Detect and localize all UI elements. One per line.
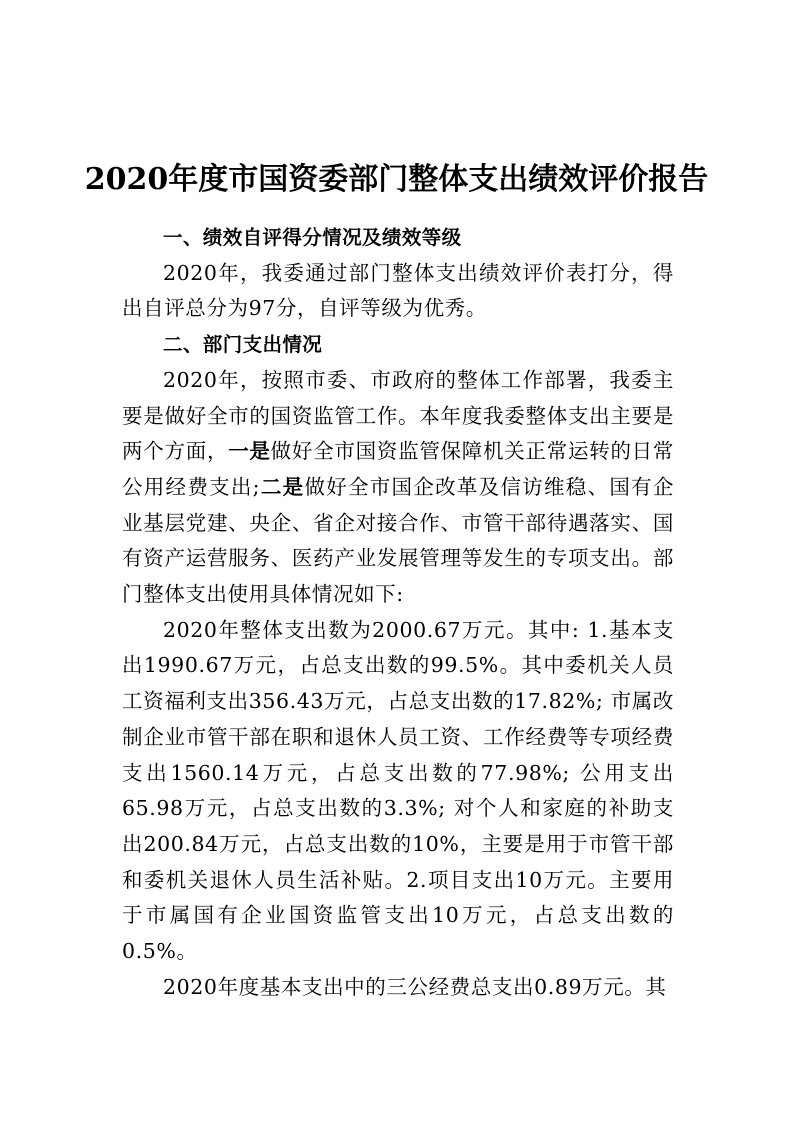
section-1-paragraph: 2020年，我委通过部门整体支出绩效评价表打分，得出自评总分为97分，自评等级为优秀。 [122,260,674,321]
section-heading-2: 二、部门支出情况 [163,333,323,357]
section-2-paragraph-1 [122,363,674,613]
p1-text-part2: 做好全市国资监管保障机关正常运转的日常公用经费支出; [122,439,675,499]
document-title: 2020年度市国资委部门整体支出绩效评价报告 [84,162,709,197]
p1-text-part1: 2020年，按照市委、市政府的整体工作部署，我委主要是做好全市的国资监管工作。本年度我委整体支出主要是两个方面， [122,367,674,464]
section-2-paragraph-2: 2020年整体支出数为2000.67万元。其中: 1.基本支出1990.67万元，占总支出数的99.5%。其中委机关人员工资福利支出356.43万元，占总支出数的17.82%; 市属改制企业市管干部在职和退休人员工资、工作经费等专项经费支出1560.14万元，占总支出数的77.98%; 公用支出65.98万元，占总支出数的3.3%; 对个人和家庭的补助支出200.84万元，占总支出数的10%，主要是用于市管干部和委机关退休人员生活补贴。2.项目支出10万元。主要用于市属国有企业国资监管支出10万元，占总支出数的0.5%。 [122,617,674,964]
p1-lead-one: 一是 [228,439,271,464]
p1-text-part3: 做好全市国企改革及信访维稳、国有企业基层党建、央企、省企对接合作、市管干部待遇落实、国有资产运营服务、医药产业发展管理等发生的专项支出。部门整体支出使用具体情况如下: [122,474,675,607]
document-body [122,220,674,1005]
p1-lead-two: 二是 [260,474,305,499]
section-heading-1: 一、绩效自评得分情况及绩效等级 [163,226,462,249]
section-2-paragraph-3: 2020年度基本支出中的三公经费总支出0.89万元。其 [163,974,667,999]
